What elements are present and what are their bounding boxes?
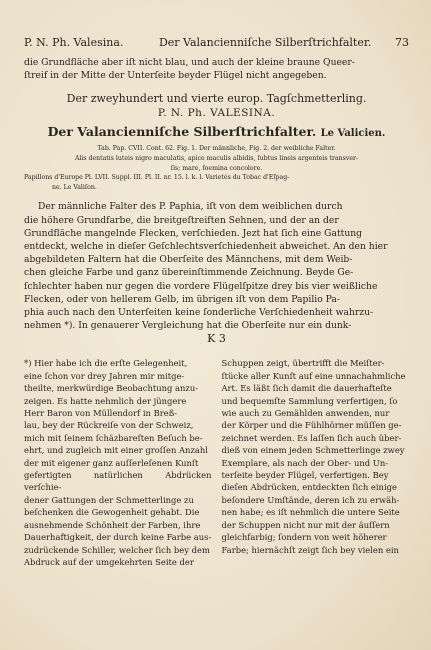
intro-line: die Grundfläche aber iſt nicht blau, und auch der kleine braune Queer- [24,57,355,68]
literature-reference: Papillons d'Europe Pl. LVII. Suppl. III. Pl. II. nr. 15. l. k. l. Varietés du Tobac d'Eſpag- [24,174,290,182]
footnote-line: ehrt, und zugleich mit einer groſſen Anzahl [24,445,208,456]
plate-reference: Tab. Pap. CVII. Cont. 62. Fig. 1. Der männliche, Fig. 2. der weibliche Falter. [97,145,336,153]
signature-mark: K 3 [207,332,226,346]
section-title: Der zweyhundert und vierte europ. Tagſchmetterling. [66,92,367,106]
footnote-line: und bequemſte Sammlung verfertigen, ſo [221,395,398,406]
footnote-line: Schuppen zeigt, übertrifft die Meiſter- [221,358,385,369]
body-line: die höhere Grundfarbe, die breitgeſtreiften Sehnen, und der an der [24,214,339,226]
footnote-line: der Körper und die Fühlhörner müſſen ge- [221,420,402,431]
footnote-column-left [24,357,212,568]
running-header [24,36,409,50]
body-line: Grundfläche mangelnde Flecken, verſchieden. Jezt hat ſich eine Gattung [24,227,363,239]
footnote-line: Farbe; hiernächſt zeigt ſich bey vielen ein [221,544,399,555]
footnote-column-right [222,357,410,568]
footnote-line: zudrückende Schiller, welcher ſich bey dem [24,544,210,555]
footnote-line: beſchenken die Gewogenheit gehabt. Die [24,507,200,518]
species-name-latin: Le Valicien. [320,128,386,140]
footnote-line: der mit eigener ganz auſſerleſenen Kunſt [24,457,199,468]
footnote-line: wie auch zu Gemählden anwenden, nur [221,408,390,419]
footnote-line: mich mit ſeinem ſchäzbareſten Beſuch be- [24,432,203,443]
footnote-line: terſeite beyder Flügel, verfertigen. Bey [221,470,389,481]
footnote-line: Herr Baron von Müllendorf in Breß- [24,408,178,419]
footnote-line: der Schuppen nicht nur mit der äuſſern [221,519,390,530]
footnote-line: eine ſchon vor drey Jahren mir mitge- [24,370,185,381]
body-line: nehmen *). In genauerer Vergleichung hat die Oberſeite nur ein dunk- [24,320,352,332]
footnote-line: dener Gattungen der Schmetterlinge zu [24,494,194,505]
intro-line: ſtreif in der Mitte der Unterſeite beyder Flügel nicht angegeben. [24,70,327,82]
footnote-line: Dauerhaftigkeit, der durch keine Farbe aus- [24,532,212,543]
species-code: P. N. Ph. VALESINA. [157,107,276,120]
latin-description: ſis; mare, foemina concolore. [170,164,263,172]
body-line: Flecken, oder von hellerem Gelb, im übrigen iſt von dem Papilio Pa- [24,293,341,305]
footnote-line: ausnehmende Schönheit der Farben, ihre [24,519,201,530]
literature-reference: ne. Le Valiſon. [52,183,97,191]
page-number: 73 [395,36,409,49]
footnote-line: gefertigten natürlichen Abdrücken verſchie- [24,470,212,493]
footnote-line: *) Hier habe ich die erſte Gelegenheit, [24,358,188,369]
species-heading [24,124,409,139]
species-name: Der Valancienniſche Silberſtrichfalter. [47,124,317,140]
body-line: abgebildeten Faltern hat die Oberſeite des Männchens, mit dem Weib- [24,254,353,266]
footnote-line: ſtücke aller Kunſt auf eine unnachahmliche [221,370,406,381]
footnote-line: Art. Es läßt ſich damit die dauerhafteſte [221,383,392,394]
body-line: chen gleiche Farbe und ganz übereinſtimmende Zeichnung. Beyde Ge- [24,267,354,279]
footnote-line: beſondere Umſtände, deren ich zu erwäh- [221,494,400,505]
footnote-line: Abdruck auf der umgekehrten Seite der [24,556,194,567]
footnote-line: dieß von einem jeden Schmetterlinge zwey [221,445,405,456]
body-line: ſchlechter haben nur gegen die vordere Flügelſpitze drey bis vier weißliche [24,280,378,292]
body-line: phia auch nach den Unterſeiten keine ſonderliche Verſchiedenheit wahrzu- [24,307,374,318]
footnote-line: nen habe; es iſt nehmlich die untere Seite [221,507,400,518]
footnote-line: Exemplare, als nach der Ober- und Un- [221,457,389,468]
footnote-line: lau, bey der Rückreiſe von der Schweiz, [24,420,194,431]
body-line: entdeckt, welche in dieſer Geſchlechtsverſchiedenheit abweichet. An den hier [24,240,388,252]
body-line: Der männliche Falter des P. Paphia, iſt von dem weiblichen durch [38,201,343,213]
footnote-line: zeichnet werden. Es laſſen ſich auch über- [221,432,402,443]
footnote-line: theilte, merkwürdige Beobachtung anzu- [24,383,199,394]
footnote-line: dieſen Abdrücken, entdeckten ſich einige [221,482,397,493]
footnote-line: gleichfarbig; ſondern von weit höherer [221,532,387,543]
header-title: Der Valancienniſche Silberſtrichfalter. [158,36,372,49]
header-left: P. N. Ph. Valesina. [24,36,124,49]
footnote [24,357,409,568]
latin-description: Alis dentatis luteis nigro maculatis, apice maculis albidis, ſubtus lineis argenteis transver- [74,155,359,162]
footnote-line: zeigen. Es hatte nehmlich der jüngere [24,395,187,406]
